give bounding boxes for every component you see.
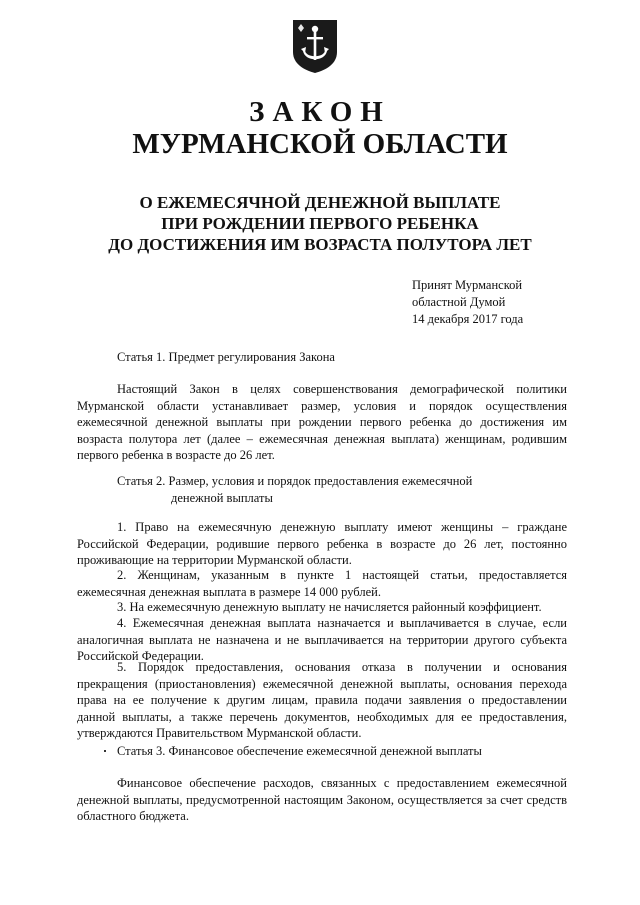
article-2-item-1: 1. Право на ежемесячную денежную выплату имеют женщины – граждане Российской Федерации, родившие первого ребенка в возрасте до 26 лет, постоянно проживающие на территории Мурманской области. (77, 520, 567, 567)
adoption-note (412, 277, 523, 328)
article-1-text: Настоящий Закон в целях совершенствования демографической политики Мурманской области устанавливает размер, условия и порядок осуществления ежемесячной денежной выплаты при рождении первого ребенка до достижения им возраста полутора лет (далее – ежемесячная денежная выплата) женщинам, родившим первого ребенка в возрасте до 26 лет. (77, 382, 567, 462)
law-title: ЗАКОН (249, 96, 391, 128)
scan-artifact (104, 750, 106, 752)
law-subtitle (0, 192, 640, 255)
subtitle-line: ДО ДОСТИЖЕНИЯ ИМ ВОЗРАСТА ПОЛУТОРА ЛЕТ (108, 235, 532, 254)
adoption-date: 14 декабря 2017 года (412, 312, 524, 326)
article-3-text: Финансовое обеспечение расходов, связанных с предоставлением ежемесячной денежной выплаты, предусмотренной настоящим Законом, осуществляется за счет средств областного бюджета. (77, 776, 567, 823)
article-3-heading: Статья 3. Финансовое обеспечение ежемесячной денежной выплаты (117, 744, 482, 758)
article-2-item-2: 2. Женщинам, указанным в пункте 1 настоящей статьи, предоставляется ежемесячная денежная выплата в размере 14 000 рублей. (77, 568, 567, 599)
region-title: МУРМАНСКОЙ ОБЛАСТИ (132, 128, 508, 160)
article-2-heading-line: Статья 2. Размер, условия и порядок предоставления ежемесячной (117, 474, 473, 488)
article-2-item-3: 3. На ежемесячную денежную выплату не начисляется районный коэффициент. (117, 600, 542, 614)
adoption-line: Принят Мурманской (412, 278, 523, 292)
subtitle-line: ПРИ РОЖДЕНИИ ПЕРВОГО РЕБЕНКА (161, 214, 479, 233)
subtitle-line: О ЕЖЕМЕСЯЧНОЙ ДЕНЕЖНОЙ ВЫПЛАТЕ (139, 193, 501, 212)
adoption-line: областной Думой (412, 295, 506, 309)
article-2-item-4: 4. Ежемесячная денежная выплата назначается и выплачивается в случае, если аналогичная выплата не назначена и не выплачивается на территории другого субъекта Российской Федерации. (77, 616, 567, 663)
article-2-heading (117, 473, 472, 507)
coat-of-arms-icon (290, 18, 340, 74)
article-2-item-5: 5. Порядок предоставления, основания отказа в получении и основания прекращения (приостановления) ежемесячной денежной выплаты, основания перехода права на ее получение к другим лицам, правила подачи заявления о предоставлении данной выплаты, а также перечень документов, необходимых для ее предоставления, утверждаются Правительством Мурманской области. (77, 660, 567, 740)
article-2-heading-line: денежной выплаты (171, 491, 273, 505)
article-1-heading: Статья 1. Предмет регулирования Закона (117, 350, 335, 364)
